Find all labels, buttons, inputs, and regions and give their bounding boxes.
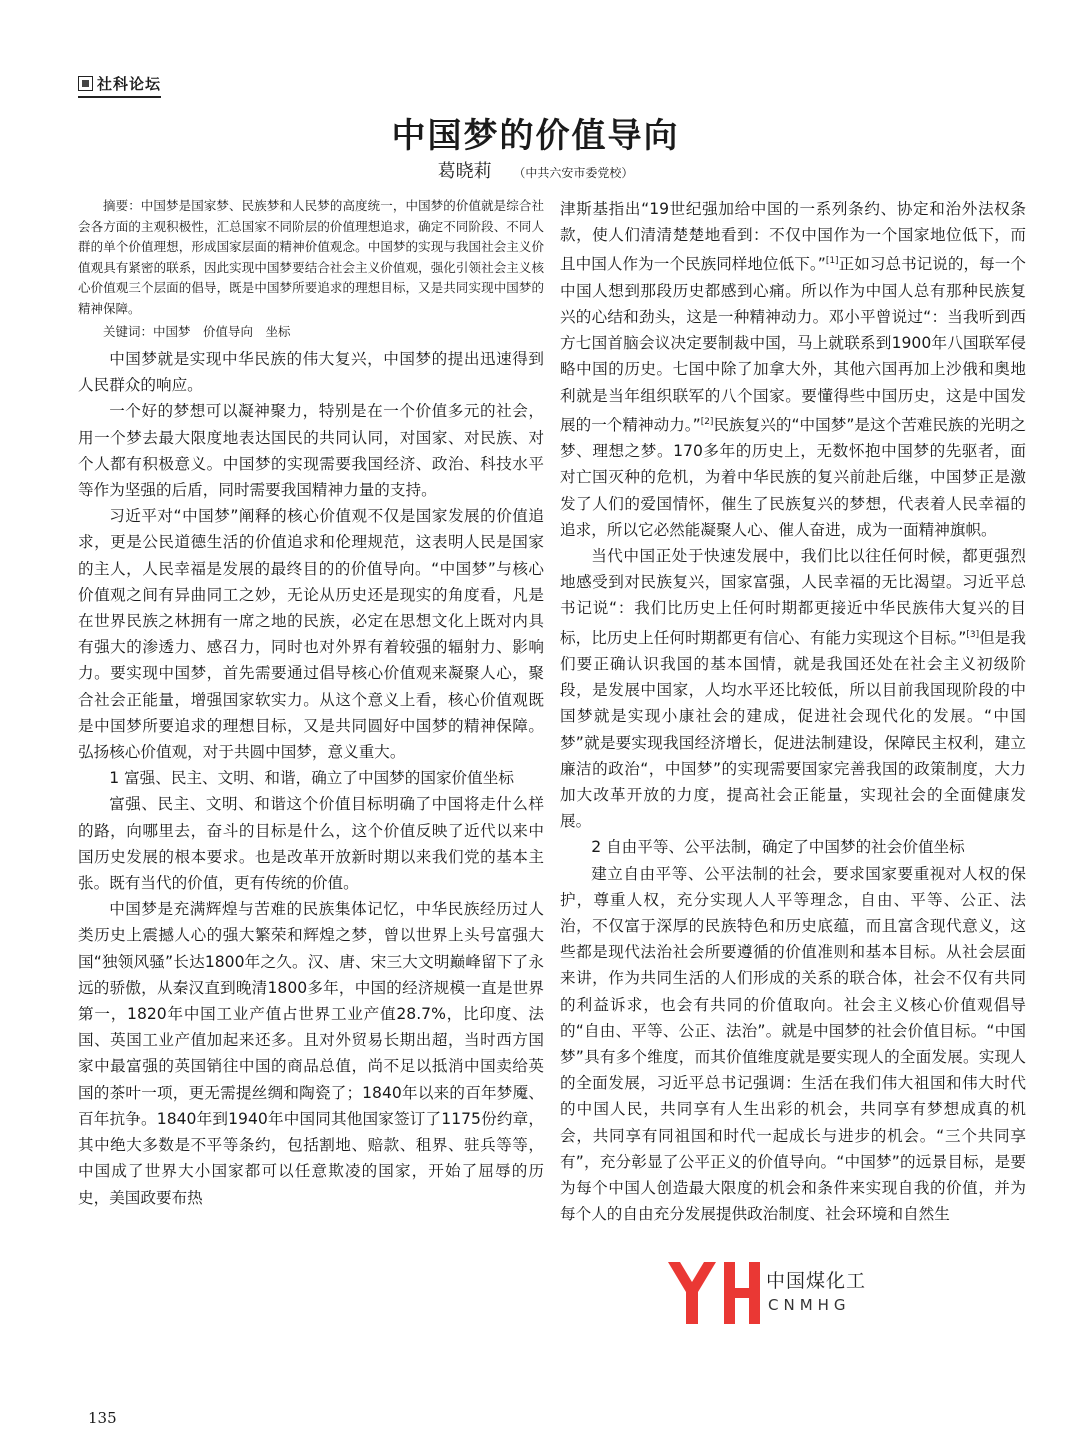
watermark-cn: 中国煤化工 xyxy=(766,1266,866,1293)
paragraph-text: 津斯基指出“19世纪强加给中国的一系列条约、协定和治外法权条款，使人们清清楚楚地看到：不仅中国作为一个国家地位低下，而且中国人作为一个民族同样地位低下。” xyxy=(560,200,1026,274)
paragraph-text: 正如习总书记说的，每一个中国人想到那段历史都感到心痛。所以作为中国人总有那种民族复兴的心结和劲头，这是一种精神动力。邓小平曾说过“：当我听到西方七国首脑会议决定要制裁中国，马上就联系到1900年八国联军侵略中国的历史。七国中除了加拿大外，其他六国再加上沙俄和奥地利就是当年组织联军的八个国家。要懂得些中国历史，这是中国发展的一个精神动力。” xyxy=(560,255,1026,434)
author-affiliation: （中共六安市委党校） xyxy=(513,166,634,180)
paragraph xyxy=(560,196,1026,543)
paragraph: 中国梦是充满辉煌与苦难的民族集体记忆，中华民族经历过人类历史上震撼人心的强大繁荣和辉煌之梦，曾以世界上头号富强大国“独领风骚”长达1800年之久。汉、唐、宋三大文明巅峰留下了永远的骄傲，从秦汉直到晚清1800多年，中国的经济规模一直是世界第一，1820年中国工业产值占世界工业产值28.7%，比印度、法国、英国工业产值加起来还多。且对外贸易长期出超，当时西方国家中最富强的英国销往中国的商品总值，尚不足以抵消中国卖给英国的茶叶一项，更无需提丝绸和陶瓷了；1840年以来的百年梦魇、百年抗争。1840年到1940年中国同其他国家签订了1175份约章，其中绝大多数是不平等条约，包括割地、赔款、租界、驻兵等等，中国成了世界大小国家都可以任意欺凌的国家，开始了屈辱的历史，美国政要布热 xyxy=(78,900,544,1207)
paragraph: 习近平对“中国梦”阐释的核心价值观不仅是国家发展的价值追求，更是公民道德生活的价值追求和伦理规范，这表明人民是国家的主人，人民幸福是发展的最终目的的价值导向。“中国梦”与核心价值观之间有异曲同工之妙，无论从历史还是现实的角度看，凡是在世界民族之林拥有一席之地的民族，必定在思想文化上既对内具有强大的渗透力、感召力，同时也对外界有着较强的辐射力、影响力。要实现中国梦，首先需要通过倡导核心价值观来凝聚人心，聚合社会正能量，增强国家软实力。从这个意义上看，核心价值观既是中国梦所要追求的理想目标，又是共同圆好中国梦的精神保障。弘扬核心价值观，对于共圆中国梦，意义重大。 xyxy=(78,507,544,762)
section-tag xyxy=(78,73,161,98)
abstract: 摘要：中国梦是国家梦、民族梦和人民梦的高度统一，中国梦的价值就是综合社会各方面的主观积极性，汇总国家不同阶层的价值理想追求，确定不同阶段、不同人群的单个价值理想，形成国家层面的精神价值观念。中国梦的实现与我国社会主义价值观具有紧密的联系，因此实现中国梦要结合社会主义价值观，强化引领社会主义核心价值观三个层面的倡导，既是中国梦所要追求的理想目标，又是共同实现中国梦的精神保障。 xyxy=(78,198,544,316)
paragraph-text: 当代中国正处于快速发展中，我们比以往任何时候，都更强烈地感受到对民族复兴，国家富强，人民幸福的无比渴望。习近平总书记说“：我们比历史上任何时期都更接近中华民族伟大复兴的目标，比历史上任何时期都更有信心、有能力实现这个目标。” xyxy=(560,547,1026,647)
watermark-logo-icon xyxy=(668,1262,760,1324)
section-heading-1: 1 富强、民主、文明、和谐，确立了中国梦的国家价值坐标 xyxy=(109,769,514,788)
byline xyxy=(0,157,1071,183)
left-column xyxy=(78,196,544,1211)
keywords: 关键词：中国梦 价值导向 坐标 xyxy=(103,324,291,339)
paragraph: 中国梦就是实现中华民族的伟大复兴，中国梦的提出迅速得到人民群众的响应。 xyxy=(78,350,544,395)
paragraph-text: 但是我们要正确认识我国的基本国情，就是我国还处在社会主义初级阶段，是发展中国家，人均水平还比较低，所以目前我国现阶段的中国梦就是实现小康社会的建成，促进社会现代化的发展。“中国梦”就是要实现我国经济增长，促进法制建设，保障民主权利，建立廉洁的政治“，中国梦”的实现需要国家完善我国的政策制度，大力加大改革开放的力度，提高社会正能量，实现社会的全面健康发展。 xyxy=(560,628,1026,831)
paragraph-text: 民族复兴的“中国梦”是这个苦难民族的光明之梦、理想之梦。170多年的历史上，无数怀抱中国梦的先驱者，面对亡国灭种的危机，为着中华民族的复兴前赴后继，中国梦正是激发了人们的爱国情怀，催生了民族复兴的梦想，代表着人民幸福的追求，所以它必然能凝聚人心、催人奋进，成为一面精神旗帜。 xyxy=(560,416,1026,539)
right-column xyxy=(560,196,1026,1227)
watermark xyxy=(668,1262,886,1324)
paragraph: 一个好的梦想可以凝神聚力，特别是在一个价值多元的社会，用一个梦去最大限度地表达国民的共同认同，对国家、对民族、对个人都有积极意义。中国梦的实现需要我国经济、政治、科技水平等作为坚强的后盾，同时需要我国精神力量的支持。 xyxy=(78,402,544,500)
citation-ref: [2] xyxy=(700,416,714,427)
citation-ref: [3] xyxy=(966,629,980,640)
paragraph: 富强、民主、文明、和谐这个价值目标明确了中国将走什么样的路，向哪里去，奋斗的目标是什么，这个价值反映了近代以来中国历史发展的根本要求。也是改革开放新时期以来我们党的基本主张。既有当代的价值，更有传统的价值。 xyxy=(78,795,544,893)
page-number: 135 xyxy=(88,1409,117,1427)
watermark-en: CNMHG xyxy=(768,1296,851,1314)
section-heading-2: 2 自由平等、公平法制，确定了中国梦的社会价值坐标 xyxy=(591,838,965,857)
section-label: 社科论坛 xyxy=(97,75,162,93)
paragraph xyxy=(560,543,1026,834)
citation-ref: [1] xyxy=(825,256,839,267)
author-name: 葛晓莉 xyxy=(437,161,492,182)
section-square-icon xyxy=(78,76,93,91)
paragraph: 建立自由平等、公平法制的社会，要求国家要重视对人权的保护，尊重人权，充分实现人人平等理念，自由、平等、公正、法治，不仅富于深厚的民族特色和历史底蕴，而且富含现代意义，这些都是现代法治社会所要遵循的价值准则和基本目标。从社会层面来讲，作为共同生活的人们形成的关系的联合体，社会不仅有共同的利益诉求，也会有共同的价值取向。社会主义核心价值观倡导的“自由、平等、公正、法治”。就是中国梦的社会价值目标。“中国梦”具有多个维度，而其价值维度就是要实现人的全面发展。实现人的全面发展，习近平总书记强调：生活在我们伟大祖国和伟大时代的中国人民，共同享有人生出彩的机会，共同享有梦想成真的机会，共同享有同祖国和时代一起成长与进步的机会。“三个共同享有”，充分彰显了公平正义的价值导向。“中国梦”的远景目标，是要为每个中国人创造最大限度的机会和条件来实现自我的价值，并为每个人的自由充分发展提供政治制度、社会环境和自然生 xyxy=(560,864,1026,1224)
article-title: 中国梦的价值导向 xyxy=(391,116,680,156)
